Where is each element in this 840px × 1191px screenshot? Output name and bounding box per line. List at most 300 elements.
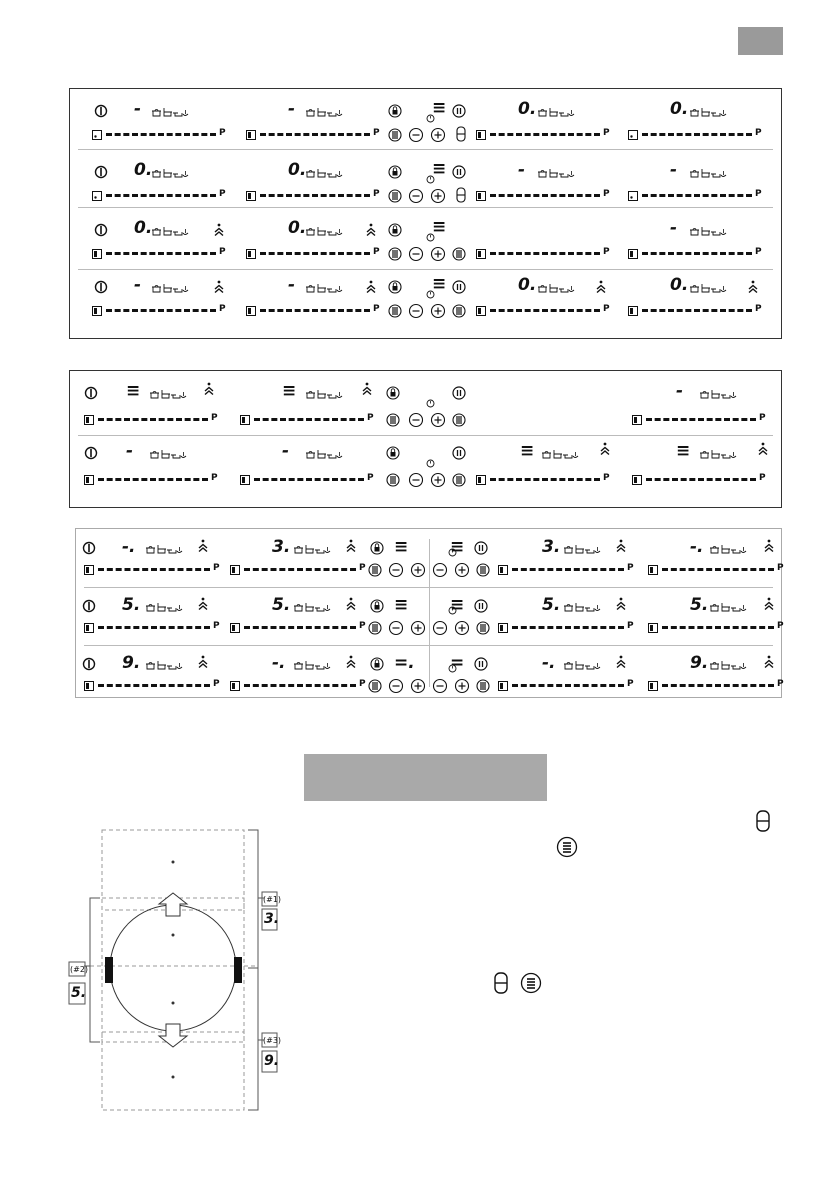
- zone1-display: 0.: [134, 160, 153, 180]
- power-slider[interactable]: [642, 194, 752, 197]
- power-slider[interactable]: [106, 194, 216, 197]
- cookware-icons: [690, 225, 728, 237]
- minus-icon[interactable]: [408, 412, 424, 428]
- slider-p-label: P: [755, 304, 762, 314]
- cookware-icons: [146, 659, 184, 671]
- boost-icon[interactable]: [346, 539, 356, 553]
- power-icon[interactable]: [84, 386, 98, 400]
- slider-p-label: P: [603, 473, 610, 483]
- pause-icon[interactable]: [452, 446, 466, 460]
- timer-display: ≡: [432, 159, 447, 179]
- zone-select-icon[interactable]: [632, 475, 642, 485]
- pause-icon[interactable]: [474, 599, 488, 613]
- power-slider[interactable]: [490, 133, 600, 136]
- power-level-icon[interactable]: [386, 413, 400, 427]
- boost-icon[interactable]: [198, 655, 208, 669]
- power-slider[interactable]: [646, 418, 756, 421]
- power-level-icon: [520, 972, 542, 994]
- minus-icon[interactable]: [432, 620, 448, 636]
- cookware-icons: [690, 167, 728, 179]
- cookware-icons: [294, 543, 332, 555]
- zone1-display: ≡: [126, 381, 141, 401]
- zone2-display: 5.: [272, 595, 291, 615]
- row-divider: [78, 207, 773, 208]
- zone-select-icon[interactable]: [246, 130, 256, 140]
- cookware-icons: [306, 388, 344, 400]
- boost-icon[interactable]: [346, 655, 356, 669]
- pause-icon[interactable]: [452, 165, 466, 179]
- timer-left-display: ≡: [394, 537, 409, 557]
- power-icon[interactable]: [84, 446, 98, 460]
- power-slider[interactable]: [98, 418, 208, 421]
- boost-icon[interactable]: [362, 382, 372, 396]
- power-slider[interactable]: [260, 133, 370, 136]
- slider-p-label: P: [219, 247, 226, 257]
- zone4-display: -: [676, 381, 684, 401]
- control-panel-2: [69, 370, 782, 508]
- minus-icon[interactable]: [388, 678, 404, 694]
- timer-right-display: ≡: [450, 595, 465, 615]
- zone-digit-1: 3.: [264, 911, 280, 927]
- power-level-icon[interactable]: [476, 679, 490, 693]
- cookware-icons: [538, 282, 576, 294]
- zone-select-icon[interactable]: [246, 306, 256, 316]
- zone-select-icon[interactable]: [498, 681, 508, 691]
- slider-p-label: P: [211, 473, 218, 483]
- zone-select-icon[interactable]: [628, 249, 638, 259]
- zone-select-icon[interactable]: [476, 191, 486, 201]
- slider-p-label: P: [367, 473, 374, 483]
- cookware-icons: [152, 282, 190, 294]
- boost-icon[interactable]: [616, 539, 626, 553]
- pause-icon[interactable]: [452, 280, 466, 294]
- zone-select-icon[interactable]: [84, 415, 94, 425]
- timer-left-display: =.: [394, 653, 415, 673]
- zone-select-icon[interactable]: [84, 565, 94, 575]
- cookware-icons: [306, 167, 344, 179]
- zone-select-icon[interactable]: [498, 565, 508, 575]
- power-level-icon[interactable]: [388, 189, 402, 203]
- cookware-icons: [710, 659, 748, 671]
- zone-select-icon[interactable]: [628, 130, 638, 140]
- slider-p-label: P: [213, 621, 220, 631]
- slider-p-label: P: [213, 563, 220, 573]
- cookware-icons: [306, 106, 344, 118]
- cookware-icons: [700, 448, 738, 460]
- zone-select-icon[interactable]: [92, 249, 102, 259]
- plus-icon[interactable]: [454, 678, 470, 694]
- cookware-icons: [542, 448, 580, 460]
- zone3-display: -.: [542, 653, 556, 673]
- row-divider: [84, 645, 773, 646]
- lock-icon[interactable]: [370, 599, 384, 613]
- power-slider[interactable]: [254, 478, 364, 481]
- power-slider[interactable]: [662, 626, 774, 629]
- slider-p-label: P: [777, 563, 784, 573]
- timer-icon: [448, 664, 457, 673]
- zone2-display: -: [288, 275, 296, 295]
- cookware-icons: [150, 448, 188, 460]
- power-slider[interactable]: [254, 418, 364, 421]
- zone-label-2: (#2): [70, 965, 89, 974]
- zone3-display: -: [518, 160, 526, 180]
- power-level-icon[interactable]: [452, 247, 466, 261]
- bridge-icon: [756, 810, 770, 832]
- timer-icon: [426, 233, 435, 242]
- zone1-display: -: [134, 99, 142, 119]
- power-icon[interactable]: [94, 223, 108, 237]
- power-level-icon[interactable]: [368, 679, 382, 693]
- slider-p-label: P: [777, 621, 784, 631]
- boost-icon[interactable]: [204, 382, 214, 396]
- row-divider: [78, 269, 773, 270]
- power-slider[interactable]: [98, 684, 210, 687]
- boost-icon[interactable]: [214, 223, 224, 237]
- plus-icon[interactable]: [410, 562, 426, 578]
- timer-icon: [426, 459, 435, 468]
- slider-p-label: P: [219, 189, 226, 199]
- power-slider[interactable]: [260, 194, 370, 197]
- zone4-display: -: [670, 160, 678, 180]
- zone-select-icon[interactable]: [628, 306, 638, 316]
- plus-icon[interactable]: [430, 246, 446, 262]
- power-slider[interactable]: [244, 626, 356, 629]
- zone-select-icon[interactable]: [648, 681, 658, 691]
- page-tab-marker: [738, 27, 783, 55]
- zone-select-icon[interactable]: [240, 415, 250, 425]
- boost-icon[interactable]: [758, 442, 768, 456]
- zone4-display: 9.: [690, 653, 709, 673]
- timer-icon: [426, 175, 435, 184]
- slider-p-label: P: [603, 189, 610, 199]
- plus-icon[interactable]: [430, 127, 446, 143]
- lock-icon[interactable]: [370, 541, 384, 555]
- power-slider[interactable]: [98, 568, 210, 571]
- boost-icon[interactable]: [600, 442, 610, 456]
- plus-icon[interactable]: [430, 472, 446, 488]
- power-slider[interactable]: [106, 252, 216, 255]
- power-level-icon[interactable]: [388, 304, 402, 318]
- zone-select-icon[interactable]: [498, 623, 508, 633]
- power-level-icon[interactable]: [388, 247, 402, 261]
- cookware-icons: [564, 601, 602, 613]
- timer-icon: [426, 399, 435, 408]
- power-slider[interactable]: [98, 626, 210, 629]
- boost-icon[interactable]: [198, 539, 208, 553]
- lock-icon[interactable]: [388, 223, 402, 237]
- control-panel-1: [69, 88, 782, 339]
- power-slider[interactable]: [512, 684, 624, 687]
- zone4-display: ≡: [676, 441, 691, 461]
- power-slider[interactable]: [106, 309, 216, 312]
- pause-icon[interactable]: [474, 541, 488, 555]
- slider-p-label: P: [373, 247, 380, 257]
- zone-select-icon[interactable]: [476, 130, 486, 140]
- cookware-icons: [690, 106, 728, 118]
- pause-icon[interactable]: [474, 657, 488, 671]
- power-icon[interactable]: [82, 599, 96, 613]
- lock-icon[interactable]: [388, 280, 402, 294]
- power-level-icon[interactable]: [476, 563, 490, 577]
- power-slider[interactable]: [642, 133, 752, 136]
- zone-digit-3: 9.: [264, 1053, 280, 1069]
- plus-icon[interactable]: [410, 678, 426, 694]
- power-level-icon[interactable]: [368, 563, 382, 577]
- zone1-display: 0.: [134, 218, 153, 238]
- power-slider[interactable]: [98, 478, 208, 481]
- zone2-display: -: [282, 441, 290, 461]
- boost-icon[interactable]: [616, 655, 626, 669]
- power-slider[interactable]: [646, 478, 756, 481]
- power-slider[interactable]: [642, 309, 752, 312]
- slider-p-label: P: [359, 679, 366, 689]
- timer-icon: [426, 114, 435, 123]
- slider-p-label: P: [211, 413, 218, 423]
- slider-p-label: P: [213, 679, 220, 689]
- slider-p-label: P: [627, 679, 634, 689]
- minus-icon[interactable]: [408, 127, 424, 143]
- zone3-display: 5.: [542, 595, 561, 615]
- zone2-display: -.: [272, 653, 286, 673]
- cookware-icons: [152, 225, 190, 237]
- plus-icon[interactable]: [430, 412, 446, 428]
- cookware-icons: [152, 106, 190, 118]
- zone3-display: 0.: [518, 275, 537, 295]
- boost-icon[interactable]: [748, 280, 758, 294]
- zone2-display: 0.: [288, 160, 307, 180]
- timer-icon: [426, 290, 435, 299]
- power-level-icon[interactable]: [386, 473, 400, 487]
- boost-icon[interactable]: [214, 280, 224, 294]
- bridge-icon: [494, 972, 508, 994]
- plus-icon[interactable]: [454, 562, 470, 578]
- zone1-display: 5.: [122, 595, 141, 615]
- power-level-icon: [556, 836, 578, 858]
- timer-display: ≡: [432, 98, 447, 118]
- slider-p-label: P: [219, 128, 226, 138]
- boost-icon[interactable]: [764, 539, 774, 553]
- minus-icon[interactable]: [388, 562, 404, 578]
- power-slider[interactable]: [662, 568, 774, 571]
- cookware-icons: [146, 601, 184, 613]
- zone-select-icon[interactable]: [92, 306, 102, 316]
- control-panel-3: [75, 528, 782, 698]
- cookware-icons: [306, 225, 344, 237]
- zone1-display: -: [134, 275, 142, 295]
- slider-p-label: P: [367, 413, 374, 423]
- zone-select-icon[interactable]: [84, 475, 94, 485]
- power-slider[interactable]: [642, 252, 752, 255]
- cookware-icons: [564, 543, 602, 555]
- power-slider[interactable]: [662, 684, 774, 687]
- zone-select-icon[interactable]: [92, 191, 102, 201]
- slider-p-label: P: [755, 189, 762, 199]
- zone-select-icon[interactable]: [648, 623, 658, 633]
- zone2-display: 3.: [272, 537, 291, 557]
- zone4-display: 0.: [670, 99, 689, 119]
- slider-p-label: P: [759, 473, 766, 483]
- slider-p-label: P: [373, 304, 380, 314]
- lock-icon[interactable]: [388, 165, 402, 179]
- power-level-icon[interactable]: [368, 621, 382, 635]
- cookware-icons: [306, 282, 344, 294]
- cookware-icons: [152, 167, 190, 179]
- column-divider: [429, 539, 430, 687]
- boost-icon[interactable]: [764, 597, 774, 611]
- zone-select-icon[interactable]: [84, 623, 94, 633]
- timer-icon: [448, 548, 457, 557]
- boost-icon[interactable]: [616, 597, 626, 611]
- cookware-icons: [146, 543, 184, 555]
- zone1-display: -: [126, 441, 134, 461]
- zone1-display: -.: [122, 537, 136, 557]
- row-divider: [84, 587, 773, 588]
- power-slider[interactable]: [490, 252, 600, 255]
- zone4-display: -: [670, 218, 678, 238]
- zone-select-icon[interactable]: [476, 306, 486, 316]
- slider-p-label: P: [627, 621, 634, 631]
- bridge-icon[interactable]: [456, 126, 466, 142]
- zone-select-icon[interactable]: [230, 623, 240, 633]
- slider-p-label: P: [219, 304, 226, 314]
- section-banner: [304, 754, 547, 801]
- boost-icon[interactable]: [366, 280, 376, 294]
- power-icon[interactable]: [82, 541, 96, 555]
- plus-icon[interactable]: [410, 620, 426, 636]
- power-slider[interactable]: [512, 568, 624, 571]
- cookware-icons: [538, 106, 576, 118]
- zone-select-icon[interactable]: [246, 191, 256, 201]
- plus-icon[interactable]: [454, 620, 470, 636]
- boost-icon[interactable]: [596, 280, 606, 294]
- minus-icon[interactable]: [408, 303, 424, 319]
- zone-select-icon[interactable]: [632, 415, 642, 425]
- zone-select-icon[interactable]: [240, 475, 250, 485]
- minus-icon[interactable]: [432, 678, 448, 694]
- zone1-display: 9.: [122, 653, 141, 673]
- cookware-icons: [564, 659, 602, 671]
- timer-right-display: =: [450, 653, 465, 673]
- power-icon[interactable]: [94, 280, 108, 294]
- zone3-display: 3.: [542, 537, 561, 557]
- zone-select-icon[interactable]: [246, 249, 256, 259]
- cookware-icons: [306, 448, 344, 460]
- power-level-icon[interactable]: [476, 621, 490, 635]
- slider-p-label: P: [755, 128, 762, 138]
- zone-label-3: (#3): [263, 1036, 282, 1045]
- timer-display: ≡: [432, 274, 447, 294]
- power-slider[interactable]: [512, 626, 624, 629]
- zone-select-icon[interactable]: [648, 565, 658, 575]
- power-level-icon[interactable]: [452, 473, 466, 487]
- pause-icon[interactable]: [452, 104, 466, 118]
- minus-icon[interactable]: [408, 246, 424, 262]
- cookware-icons: [690, 282, 728, 294]
- plus-icon[interactable]: [430, 188, 446, 204]
- timer-left-display: ≡: [394, 595, 409, 615]
- slider-p-label: P: [359, 563, 366, 573]
- power-level-icon[interactable]: [452, 304, 466, 318]
- zone-select-icon[interactable]: [92, 130, 102, 140]
- power-slider[interactable]: [260, 252, 370, 255]
- slider-p-label: P: [359, 621, 366, 631]
- power-slider[interactable]: [260, 309, 370, 312]
- slider-p-label: P: [603, 304, 610, 314]
- minus-icon[interactable]: [432, 562, 448, 578]
- slider-p-label: P: [373, 189, 380, 199]
- slider-p-label: P: [759, 413, 766, 423]
- boost-icon[interactable]: [346, 597, 356, 611]
- zone-digit-2: 5.: [71, 985, 87, 1001]
- power-slider[interactable]: [490, 194, 600, 197]
- power-icon[interactable]: [94, 104, 108, 118]
- zone3-display: ≡: [520, 441, 535, 461]
- lock-icon[interactable]: [388, 104, 402, 118]
- power-level-icon[interactable]: [388, 128, 402, 142]
- slider-p-label: P: [755, 247, 762, 257]
- power-icon[interactable]: [94, 165, 108, 179]
- slider-p-label: P: [627, 563, 634, 573]
- power-slider[interactable]: [106, 133, 216, 136]
- timer-right-display: ≡: [450, 537, 465, 557]
- zone2-display: ≡: [282, 381, 297, 401]
- cookware-icons: [538, 167, 576, 179]
- minus-icon[interactable]: [408, 188, 424, 204]
- slider-p-label: P: [777, 679, 784, 689]
- power-slider[interactable]: [490, 309, 600, 312]
- cookware-icons: [700, 388, 738, 400]
- zone-select-icon[interactable]: [84, 681, 94, 691]
- lock-icon[interactable]: [370, 657, 384, 671]
- boost-icon[interactable]: [366, 223, 376, 237]
- zone4-display: 5.: [690, 595, 709, 615]
- zone-select-icon[interactable]: [476, 475, 486, 485]
- plus-icon[interactable]: [430, 303, 446, 319]
- zone2-display: 0.: [288, 218, 307, 238]
- bridge-icon[interactable]: [456, 187, 466, 203]
- cookware-icons: [150, 388, 188, 400]
- zone2-display: -: [288, 99, 296, 119]
- row-divider: [78, 149, 773, 150]
- cookware-icons: [710, 543, 748, 555]
- cookware-icons: [294, 601, 332, 613]
- boost-icon[interactable]: [198, 597, 208, 611]
- slider-p-label: P: [603, 247, 610, 257]
- zone3-display: 0.: [518, 99, 537, 119]
- boost-icon[interactable]: [764, 655, 774, 669]
- timer-icon: [448, 606, 457, 615]
- zone-select-icon[interactable]: [230, 565, 240, 575]
- row-divider: [78, 435, 773, 436]
- zone-select-icon[interactable]: [628, 191, 638, 201]
- power-slider[interactable]: [490, 478, 600, 481]
- power-level-icon[interactable]: [452, 413, 466, 427]
- lock-icon[interactable]: [386, 386, 400, 400]
- lock-icon[interactable]: [386, 446, 400, 460]
- zone-label-1: (#1): [263, 895, 282, 904]
- minus-icon[interactable]: [408, 472, 424, 488]
- pause-icon[interactable]: [452, 386, 466, 400]
- zone-select-icon[interactable]: [476, 249, 486, 259]
- power-slider[interactable]: [244, 568, 356, 571]
- power-icon[interactable]: [82, 657, 96, 671]
- power-slider[interactable]: [244, 684, 356, 687]
- minus-icon[interactable]: [388, 620, 404, 636]
- zone4-display: -.: [690, 537, 704, 557]
- timer-display: ≡: [432, 217, 447, 237]
- cookware-icons: [710, 601, 748, 613]
- zone-select-icon[interactable]: [230, 681, 240, 691]
